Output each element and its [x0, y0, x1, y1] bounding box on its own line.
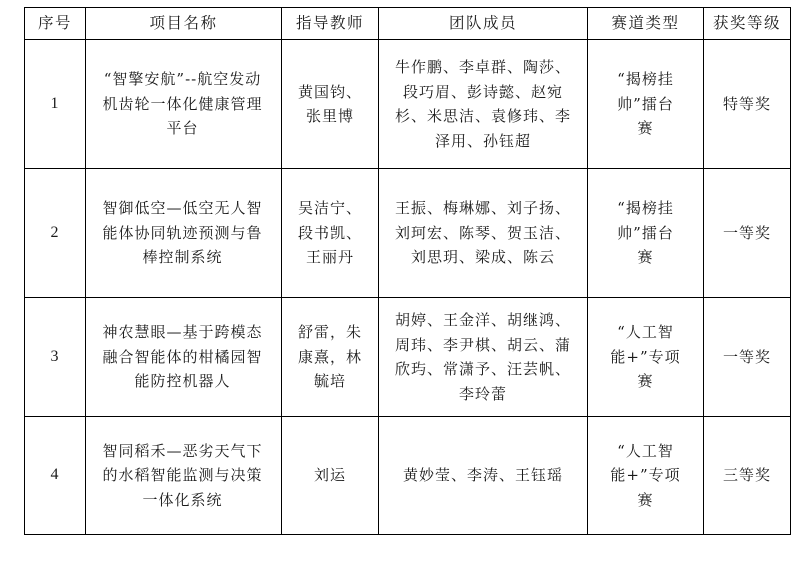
header-row: [25, 8, 791, 40]
header-award: 获奖等级: [704, 8, 791, 40]
header-track: 赛道类型: [588, 8, 704, 40]
cell-track: “揭榜挂帅”擂台赛: [588, 40, 704, 169]
cell-track: “人工智能+”专项赛: [588, 298, 704, 417]
cell-track: “揭榜挂帅”擂台赛: [588, 169, 704, 298]
table-row: [25, 417, 791, 535]
cell-teachers: 舒雷，朱康熹，林毓培: [282, 298, 379, 417]
awards-table: [24, 7, 791, 535]
table-row: [25, 40, 791, 169]
header-members: 团队成员: [379, 8, 588, 40]
header-project: 项目名称: [86, 8, 282, 40]
cell-project: 神农慧眼—基于跨模态融合智能体的柑橘园智能防控机器人: [86, 298, 282, 417]
cell-track: “人工智能+”专项赛: [588, 417, 704, 535]
header-teachers: 指导教师: [282, 8, 379, 40]
cell-teachers: 吴洁宁、段书凯、王丽丹: [282, 169, 379, 298]
cell-members: 王振、梅琳娜、刘子扬、刘珂宏、陈琴、贺玉洁、刘思玥、梁成、陈云: [379, 169, 588, 298]
cell-project: 智御低空—低空无人智能体协同轨迹预测与鲁棒控制系统: [86, 169, 282, 298]
cell-teachers: 黄国钧、张里博: [282, 40, 379, 169]
cell-award: 三等奖: [704, 417, 791, 535]
cell-teachers: 刘运: [282, 417, 379, 535]
cell-award: 一等奖: [704, 298, 791, 417]
cell-members: 黄妙莹、李涛、王钰瑶: [379, 417, 588, 535]
header-seq: 序号: [25, 8, 86, 40]
cell-seq: 4: [25, 417, 86, 535]
cell-seq: 1: [25, 40, 86, 169]
cell-seq: 3: [25, 298, 86, 417]
table-row: [25, 169, 791, 298]
cell-seq: 2: [25, 169, 86, 298]
cell-award: 特等奖: [704, 40, 791, 169]
cell-members: 胡婷、王金洋、胡继鸿、周玮、李尹棋、胡云、蒲欣玙、常潇予、汪芸帆、李玲蕾: [379, 298, 588, 417]
table-row: [25, 298, 791, 417]
cell-members: 牛作鹏、李卓群、陶莎、段巧眉、彭诗懿、赵宛杉、米思洁、袁修玮、李泽用、孙钰超: [379, 40, 588, 169]
cell-project: 智同稻禾—恶劣天气下的水稻智能监测与决策一体化系统: [86, 417, 282, 535]
cell-award: 一等奖: [704, 169, 791, 298]
cell-project: “智擎安航”--航空发动机齿轮一体化健康管理平台: [86, 40, 282, 169]
